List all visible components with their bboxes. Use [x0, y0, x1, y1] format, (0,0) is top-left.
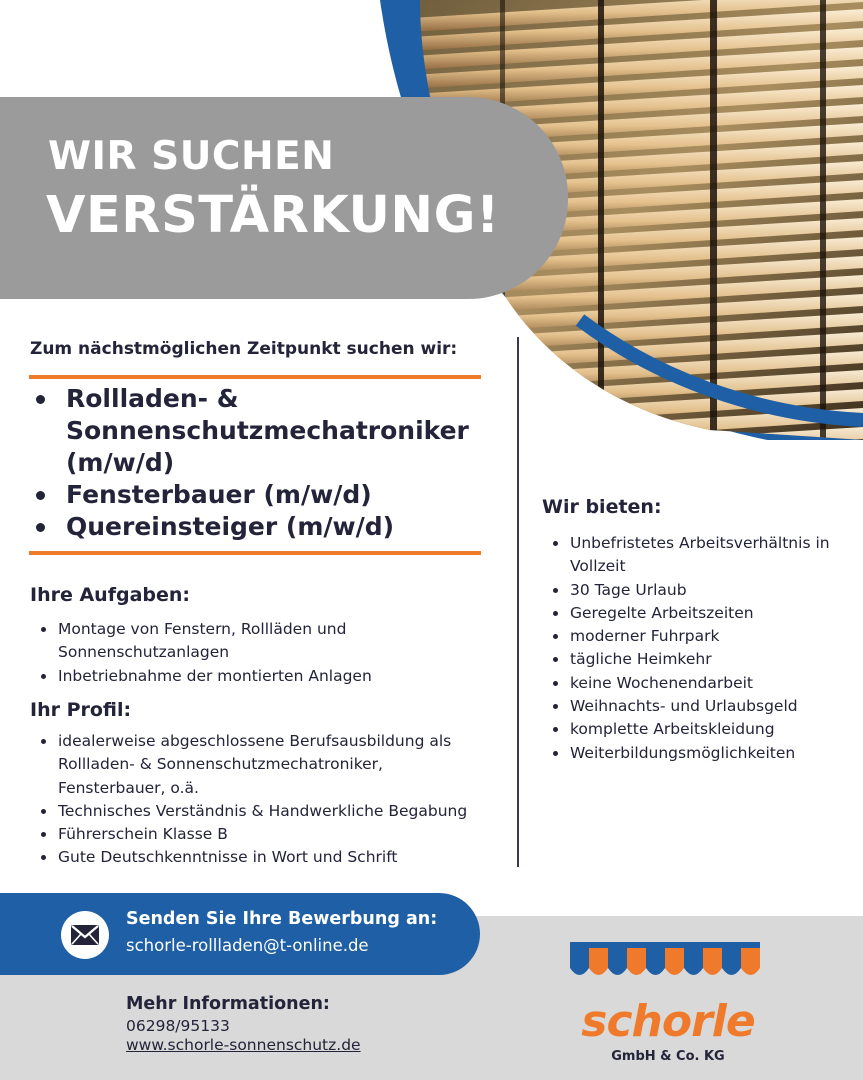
awning-stripe: [665, 944, 684, 975]
tasks-title: Ihre Aufgaben:: [30, 584, 190, 606]
intro-text: Zum nächstmöglichen Zeitpunkt suchen wir:: [30, 339, 458, 359]
tasks-list: [30, 618, 450, 688]
awning-stripe: [703, 944, 722, 975]
awning-bar: [570, 942, 760, 948]
awning-stripe: [570, 944, 589, 975]
phone-number[interactable]: 06298/95133: [126, 1017, 230, 1035]
positions-list: [30, 383, 500, 543]
offer-item: keine Wochenendarbeit: [542, 672, 842, 695]
email-link[interactable]: schorle-rollladen@t-online.de: [126, 936, 369, 955]
more-info-title: Mehr Informationen:: [126, 994, 330, 1014]
logo-suffix: GmbH & Co. KG: [611, 1049, 725, 1064]
profile-item: Führerschein Klasse B: [30, 823, 500, 846]
profile-item: idealerweise abgeschlossene Berufsausbildung als Rollladen- & Sonnenschutzmechatroniker, Fensterbauer, o.ä.: [30, 730, 500, 800]
offer-title: Wir bieten:: [542, 496, 662, 518]
position-item: Fensterbauer (m/w/d): [30, 479, 500, 511]
awning-stripe: [722, 944, 741, 975]
logo-wordmark: schorle: [581, 996, 755, 1047]
profile-list: [30, 730, 500, 870]
offer-item: tägliche Heimkehr: [542, 648, 842, 671]
send-title: Senden Sie Ihre Bewerbung an:: [126, 909, 438, 929]
offer-item: Geregelte Arbeitszeiten: [542, 602, 842, 625]
awning-stripe: [741, 944, 760, 975]
profile-title: Ihr Profil:: [30, 699, 132, 721]
offer-list: [542, 532, 842, 765]
offer-item: komplette Arbeitskleidung: [542, 718, 842, 741]
position-item: Rollladen- & Sonnenschutzmechatroniker (m/w/d): [30, 383, 500, 479]
offer-item: Weiterbildungsmöglichkeiten: [542, 742, 842, 765]
profile-item: Gute Deutschkenntnisse in Wort und Schrift: [30, 846, 500, 869]
awning-stripe: [608, 944, 627, 975]
task-item: Montage von Fenstern, Rollläden und Sonnenschutzanlagen: [30, 618, 450, 665]
column-divider: [517, 337, 519, 867]
awning-stripe: [589, 944, 608, 975]
schorle-logo: [550, 938, 790, 1068]
offer-item: Weihnachts- und Urlaubsgeld: [542, 695, 842, 718]
awning-stripe: [627, 944, 646, 975]
offer-item: 30 Tage Urlaub: [542, 579, 842, 602]
awning-stripe: [684, 944, 703, 975]
awning-stripe: [646, 944, 665, 975]
task-item: Inbetriebnahme der montierten Anlagen: [30, 665, 450, 688]
headline-line2: VERSTÄRKUNG!: [46, 186, 500, 245]
headline-line1: WIR SUCHEN: [48, 134, 335, 179]
offer-item: moderner Fuhrpark: [542, 625, 842, 648]
profile-item: Technisches Verständnis & Handwerkliche Begabung: [30, 800, 500, 823]
website-link[interactable]: www.schorle-sonnenschutz.de: [126, 1036, 361, 1054]
orange-divider-bottom: [29, 551, 481, 555]
orange-divider-top: [29, 375, 481, 379]
mail-icon: [61, 911, 109, 959]
offer-item: Unbefristetes Arbeitsverhältnis in Vollzeit: [542, 532, 842, 579]
position-item: Quereinsteiger (m/w/d): [30, 511, 500, 543]
